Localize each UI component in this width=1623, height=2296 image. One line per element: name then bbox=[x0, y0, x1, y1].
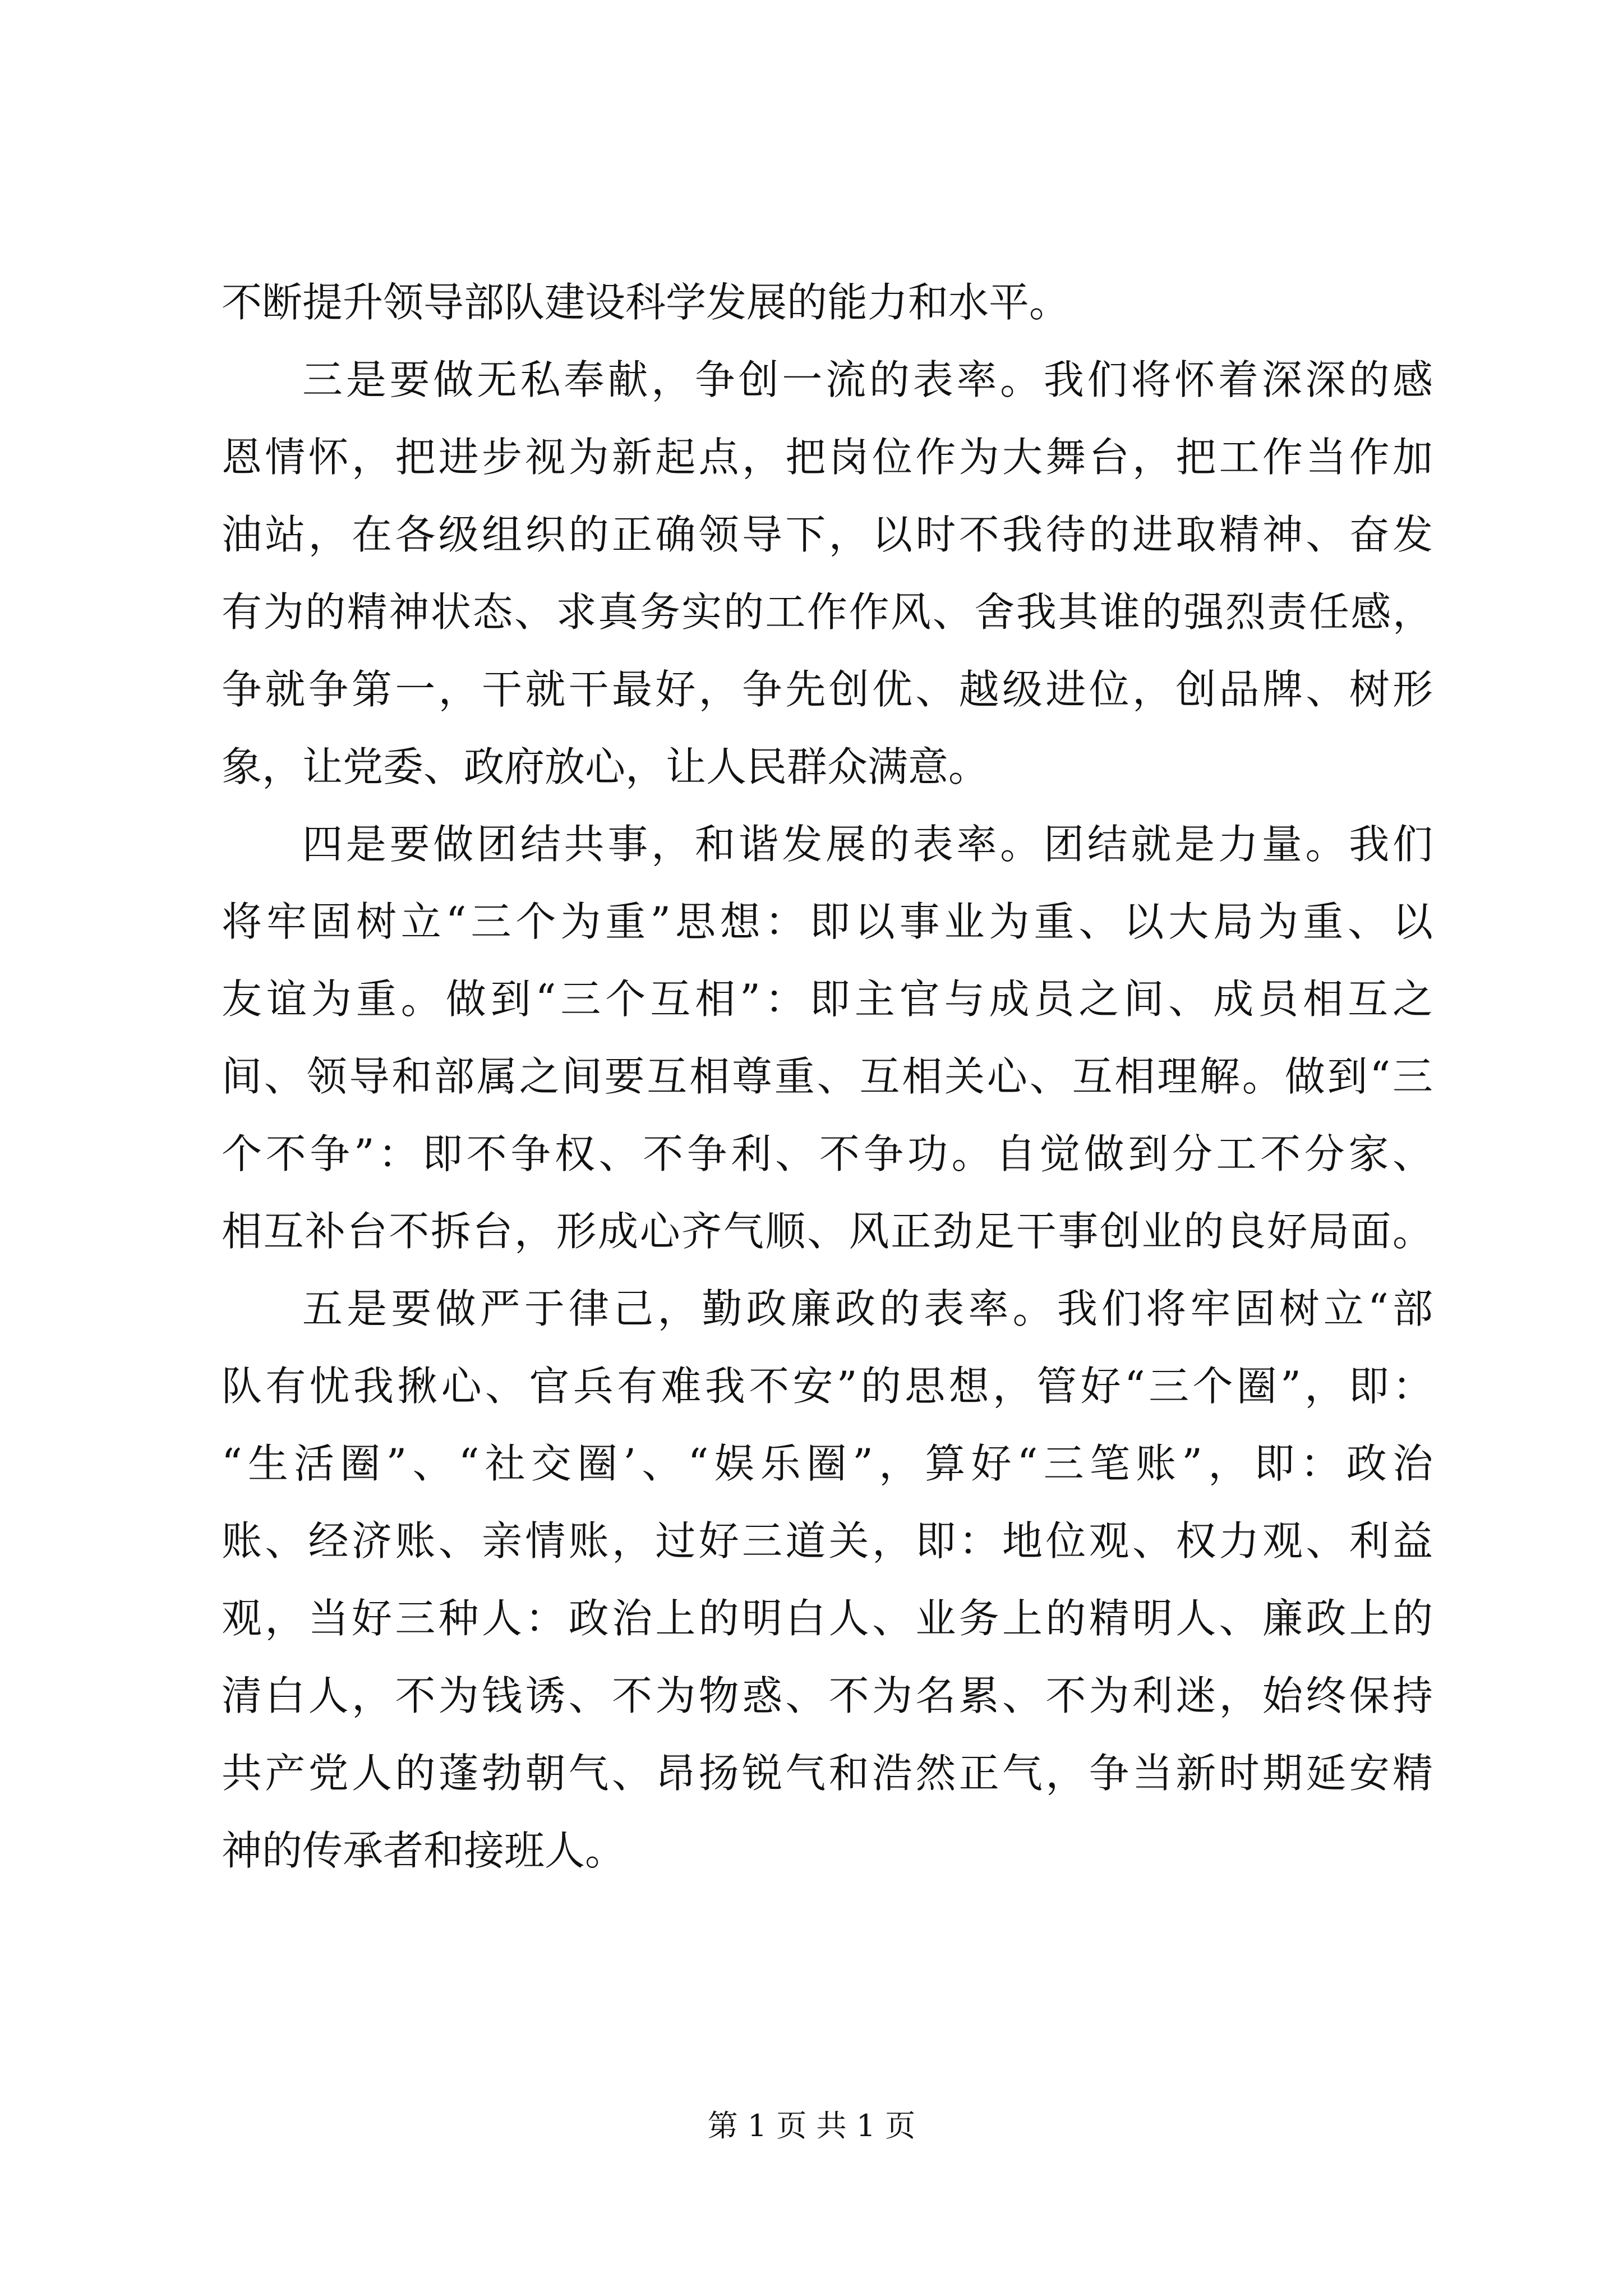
text-line: 不断提升领导部队建设科学发展的能力和水平。 bbox=[222, 279, 1070, 326]
text-line: 有为的精神状态、求真务实的工作作风、舍我其谁的强烈责任感， bbox=[222, 588, 1435, 636]
paragraph-start-line: 三是要做无私奉献，争创一流的表率。我们将怀着深深的感 bbox=[302, 356, 1436, 403]
page-footer: 第 1 页 共 1 页 bbox=[707, 2108, 916, 2143]
text-line: 清白人，不为钱诱、不为物惑、不为名累、不为利迷，始终保持 bbox=[222, 1672, 1436, 1719]
document-body bbox=[222, 264, 1439, 1889]
text-line: 恩情怀，把进步视为新起点，把岗位作为大舞台，把工作当作加 bbox=[222, 434, 1436, 481]
text-line: 争就争第一，干就干最好，争先创优、越级进位，创品牌、树形 bbox=[222, 666, 1436, 713]
text-line: 友谊为重。做到“三个互相”：即主官与成员之间、成员相互之 bbox=[222, 976, 1437, 1023]
text-line: 共产党人的蓬勃朝气、昂扬锐气和浩然正气，争当新时期延安精 bbox=[222, 1750, 1436, 1797]
text-line: 相互补台不拆台，形成心齐气顺、风正劲足干事创业的良好局面。 bbox=[222, 1208, 1435, 1255]
text-line: 神的传承者和接班人。 bbox=[222, 1827, 626, 1874]
text-line: 将牢固树立“三个为重”思想：即以事业为重、以大局为重、以 bbox=[222, 898, 1437, 945]
text-line: 观，当好三种人：政治上的明白人、业务上的精明人、廉政上的 bbox=[222, 1595, 1436, 1642]
text-line: 象，让党委、政府放心，让人民群众满意。 bbox=[222, 743, 989, 790]
text-line: 油站，在各级组织的正确领导下，以时不我待的进取精神、奋发 bbox=[222, 511, 1436, 558]
text-line: “生活圈”、“社交圈’、“娱乐圈”，算好“三笔账”，即：政治 bbox=[222, 1440, 1439, 1487]
paragraph-start-line: 四是要做团结共事，和谐发展的表率。团结就是力量。我们 bbox=[302, 821, 1436, 868]
text-line: 个不争”：即不争权、不争利、不争功。自觉做到分工不分家、 bbox=[222, 1130, 1437, 1177]
text-line: 账、经济账、亲情账，过好三道关，即：地位观、权力观、利益 bbox=[222, 1517, 1436, 1565]
text-line: 队有忧我揪心、官兵有难我不安”的思想，管好“三个圈”，即： bbox=[222, 1363, 1437, 1410]
text-line: 间、领导和部属之间要互相尊重、互相关心、互相理解。做到“三 bbox=[222, 1053, 1435, 1100]
paragraph-start-line: 五是要做严于律己，勤政廉政的表率。我们将牢固树立“部 bbox=[302, 1285, 1437, 1332]
